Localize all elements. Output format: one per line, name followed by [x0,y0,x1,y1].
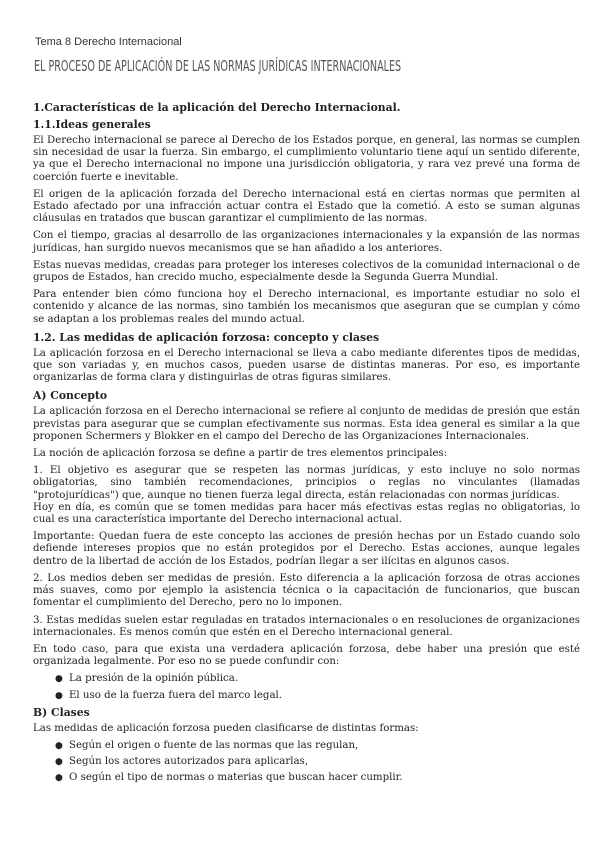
paragraph: El origen de la aplicación forzada del Derecho internacional está en ciertas normas que permiten al Estado afectado por una infracción actuar contra el Estado que la cometió. A esto se suman algunas cláusulas en tratados que buscan garantizar el cumplimiento de las normas. [33,188,580,225]
paragraph: Importante: Quedan fuera de este concepto las acciones de presión hechas por un Estado cuando solo defiende intereses propios que no están protegidos por el Derecho. Estas acciones, aunque legales dentro de la libertad de acción de los Estados, podrían llegar a ser ilícitas en algunos casos. [33,531,580,567]
list-item: ● Según los actores autorizados para aplicarlas, [55,756,309,768]
list-item: ● Según el origen o fuente de las normas que las regulan, [55,739,359,751]
subsection-heading-1-2: 1.2. Las medidas de aplicación forzosa: concepto y clases [33,330,380,344]
bullet-icon: ● [55,757,63,768]
paragraph: 2. Los medios deben ser medidas de presión. Esto diferencia a la aplicación forzosa de otras acciones más suaves, como por ejemplo la asistencia técnica o la capacitación de funcionarios, que buscan fomentar el cumplimiento del Derecho, pero no lo imponen. [33,572,580,609]
paragraph: La aplicación forzosa en el Derecho internacional se lleva a cabo mediante diferentes tipos de medidas, que son variadas y, en muchos casos, pueden usarse de distintas maneras. Por eso, es importante organizarlas de forma clara y distinguirlas de otras figuras similares. [33,347,580,384]
subsection-heading-1-1: 1.1.Ideas generales [33,118,151,131]
paragraph: Hoy en día, es común que se tomen medidas para hacer más efectivas estas reglas no obligatorias, lo cual es una característica importante del Derecho internacional actual. [33,501,580,526]
list-item: ● El uso de la fuerza fuera del marco legal. [55,689,283,701]
paragraph: El Derecho internacional se parece al Derecho de los Estados porque, en general, las normas se cumplen sin necesidad de usar la fuerza. Sin embargo, el cumplimiento voluntario tiene aquí un sentido diferente, ya que el Derecho internacional no impone una jurisdicción obligatoria, y rara vez prevé una forma de coerción fuerte e inevitable. [33,135,580,183]
heading-concepto: A) Concepto [33,389,108,403]
paragraph: 1. El objetivo es asegurar que se respeten las normas jurídicas, y esto incluye no solo normas obligatorias, sino también recomendaciones, principios o reglas no vinculantes (llamadas "protojurídicas") que, aunque no tienen fuerza legal directa, están relacionadas con normas jurídicas. [33,465,580,501]
bullet-icon: ● [55,674,63,685]
bullet-list-confusions [33,673,580,701]
paragraph: La noción de aplicación forzosa se define a partir de tres elementos principales: [33,448,448,460]
list-item: ● O según el tipo de normas o materias que buscan hacer cumplir. [55,772,403,784]
paragraph: Para entender bien cómo funciona hoy el Derecho internacional, es importante estudiar no solo el contenido y alcance de las normas, sino también los mecanismos que aseguran que se cumplan y cómo se adaptan a los problemas reales del mundo actual. [33,289,580,325]
heading-clases: B) Clases [33,705,90,719]
paragraph: Estas nuevas medidas, creadas para proteger los intereses colectivos de la comunidad internacional o de grupos de Estados, han crecido mucho, especialmente desde la Segunda Guerra Mundial. [33,259,580,284]
paragraph: 3. Estas medidas suelen estar reguladas en tratados internacionales o en resoluciones de organizaciones internacionales. Es menos común que estén en el Derecho internacional general. [33,614,580,638]
paragraph: Con el tiempo, gracias al desarrollo de las organizaciones internacionales y la expansión de las normas jurídicas, han surgido nuevos mecanismos que se han añadido a los anteriores. [33,230,580,254]
page-header: Tema 8 Derecho Internacional [35,36,182,48]
paragraph: En todo caso, para que exista una verdadera aplicación forzosa, debe haber una presión que esté organizada legalmente. Por eso no se puede confundir con: [33,643,580,668]
section-heading-1: 1.Características de la aplicación del Derecho Internacional. [33,101,401,114]
paragraph: La aplicación forzosa en el Derecho internacional se refiere al conjunto de medidas de presión que están previstas para asegurar que se cumplan efectivamente sus normas. Esta idea general es similar a la que proponen Schermers y Blokker en el campo del Derecho de las Organizaciones Internacionales. [33,406,580,442]
bullet-icon: ● [55,690,63,701]
bullet-icon: ● [55,740,63,751]
document-title: EL PROCESO DE APLICACIÓN DE LAS NORMAS JURÍDICAS INTERNACIONALES [34,57,402,75]
bullet-icon: ● [55,773,63,784]
list-item: ● La presión de la opinión pública. [55,673,239,685]
paragraph: Las medidas de aplicación forzosa pueden clasificarse de distintas formas: [33,722,419,734]
document-body [33,101,580,789]
bullet-list-classes [33,740,580,785]
